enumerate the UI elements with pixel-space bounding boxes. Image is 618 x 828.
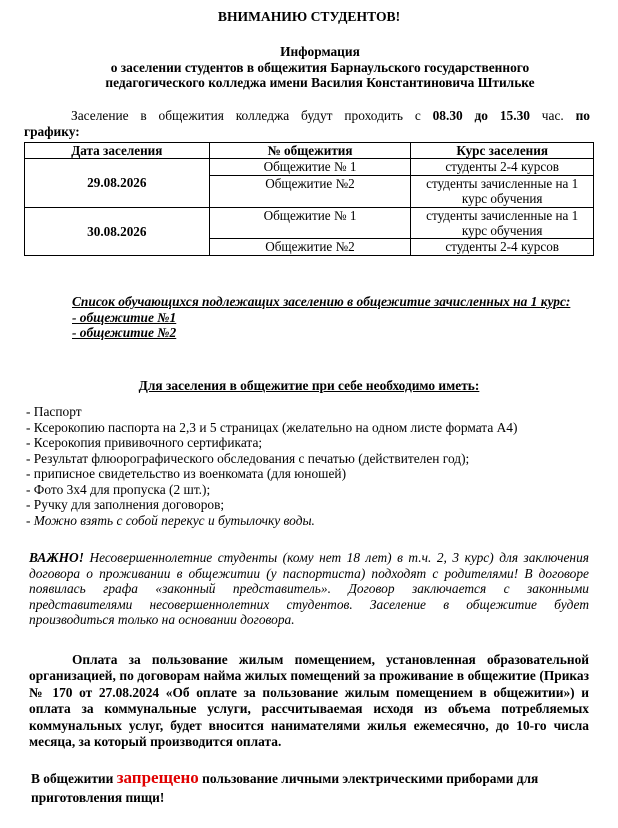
intro-paragraph <box>24 108 590 139</box>
schedule-date: 29.08.2026 <box>25 159 210 207</box>
list-item: - общежитие №2 <box>72 325 177 340</box>
schedule-dorm: Общежитие № 1 <box>209 207 411 239</box>
list-item: - Паспорт <box>26 404 82 419</box>
payment-text: Оплата за пользование жилым помещением, установленная образовательной организацией, по договорам найма жилых помещений за проживание в общежитие (Приказ № 170 от 27.08.2024 «Об оплате за пользование жилым помещением в общежитии») и оплата за коммунальные услуги, рассчитываемая исходя из объема потребляемых коммунальных услуг, будет вносится нанимателями жилья ежемесячно, до 10-го числа месяца, за который производится оплата. <box>29 652 589 750</box>
forbid-text-after: пользование личными электрическими приборами для приготовления пищи! <box>31 771 539 805</box>
page-title: ВНИМАНИЮ СТУДЕНТОВ! <box>217 9 401 24</box>
schedule-header-date: Дата заселения <box>25 143 210 159</box>
list-item: - общежитие №1 <box>72 309 177 325</box>
schedule-date: 30.08.2026 <box>25 207 210 255</box>
schedule-course: студенты зачисленные на 1 курс обучения <box>411 175 594 207</box>
table-row <box>25 207 594 239</box>
first-year-list <box>29 294 591 341</box>
schedule-course: студенты 2-4 курсов <box>411 159 594 175</box>
list-item: - Ксерокопию паспорта на 2,3 и 5 страницах (желательно на одном листе формата А4) <box>26 419 518 435</box>
schedule-header-course: Курс заселения <box>411 143 594 159</box>
schedule-table <box>24 142 594 256</box>
list-item: - Ксерокопия прививочного сертификата; <box>26 435 263 450</box>
payment-paragraph <box>29 652 589 750</box>
schedule-course: студенты 2-4 курсов <box>411 239 594 255</box>
important-text: Несовершеннолетние студенты (кому нет 18 лет) в т.ч. 2, 3 курс) для заключения договора о проживании в общежитии (у паспортиста) подходят с родителями! В договоре появилась графа «законный представитель». Договор заключается с законными представителями несовершеннолетних студентов. Заселение в общежитие будет производиться только на основании договора. <box>29 550 589 627</box>
list-item: - Можно взять с собой перекус и бутылочку воды. <box>26 512 315 528</box>
prohibition-notice <box>31 768 591 807</box>
info-subheading-line1: о заселении студентов в общежития Барнаульского государственного <box>110 59 530 75</box>
schedule-dorm: Общежитие №2 <box>209 175 411 207</box>
schedule-header-row <box>25 143 594 159</box>
table-row <box>25 159 594 175</box>
needs-list <box>26 404 596 528</box>
list-item: - приписное свидетельство из военкомата (для юношей) <box>26 466 347 481</box>
info-heading-block <box>40 44 600 91</box>
schedule-dorm: Общежитие №2 <box>209 239 411 255</box>
forbid-text-before: В общежитии <box>31 771 117 786</box>
forbid-red-word: запрещено <box>116 768 199 787</box>
intro-text-before: Заселение в общежития колледжа будут проходить с <box>71 108 433 123</box>
info-subheading-line2: педагогического колледжа имени Василия Константиновича Штильке <box>105 75 535 90</box>
needs-title: Для заселения в общежитие при себе необходимо иметь: <box>138 378 480 393</box>
list-item: - Ручку для заполнения договоров; <box>26 497 225 512</box>
list-item: - Результат флюорографического обследования с печатью (действителен год); <box>26 450 470 466</box>
important-label: ВАЖНО! <box>29 550 84 565</box>
first-year-list-heading: Список обучающихся подлежащих заселению в общежитие зачисленных на 1 курс: <box>72 294 571 309</box>
list-item: - Фото 3х4 для пропуска (2 шт.); <box>26 481 211 497</box>
intro-text-mid: до <box>462 108 500 123</box>
info-heading: Информация <box>280 44 360 59</box>
intro-time-to: 15.30 <box>499 108 530 123</box>
intro-bold-tail: по графику: <box>24 108 590 139</box>
intro-time-from: 08.30 <box>432 108 463 123</box>
schedule-course: студенты зачисленные на 1 курс обучения <box>411 207 594 239</box>
schedule-dorm: Общежитие № 1 <box>209 159 411 175</box>
schedule-header-dorm: № общежития <box>209 143 411 159</box>
intro-text-after: час. <box>529 108 576 123</box>
important-note <box>29 550 589 628</box>
